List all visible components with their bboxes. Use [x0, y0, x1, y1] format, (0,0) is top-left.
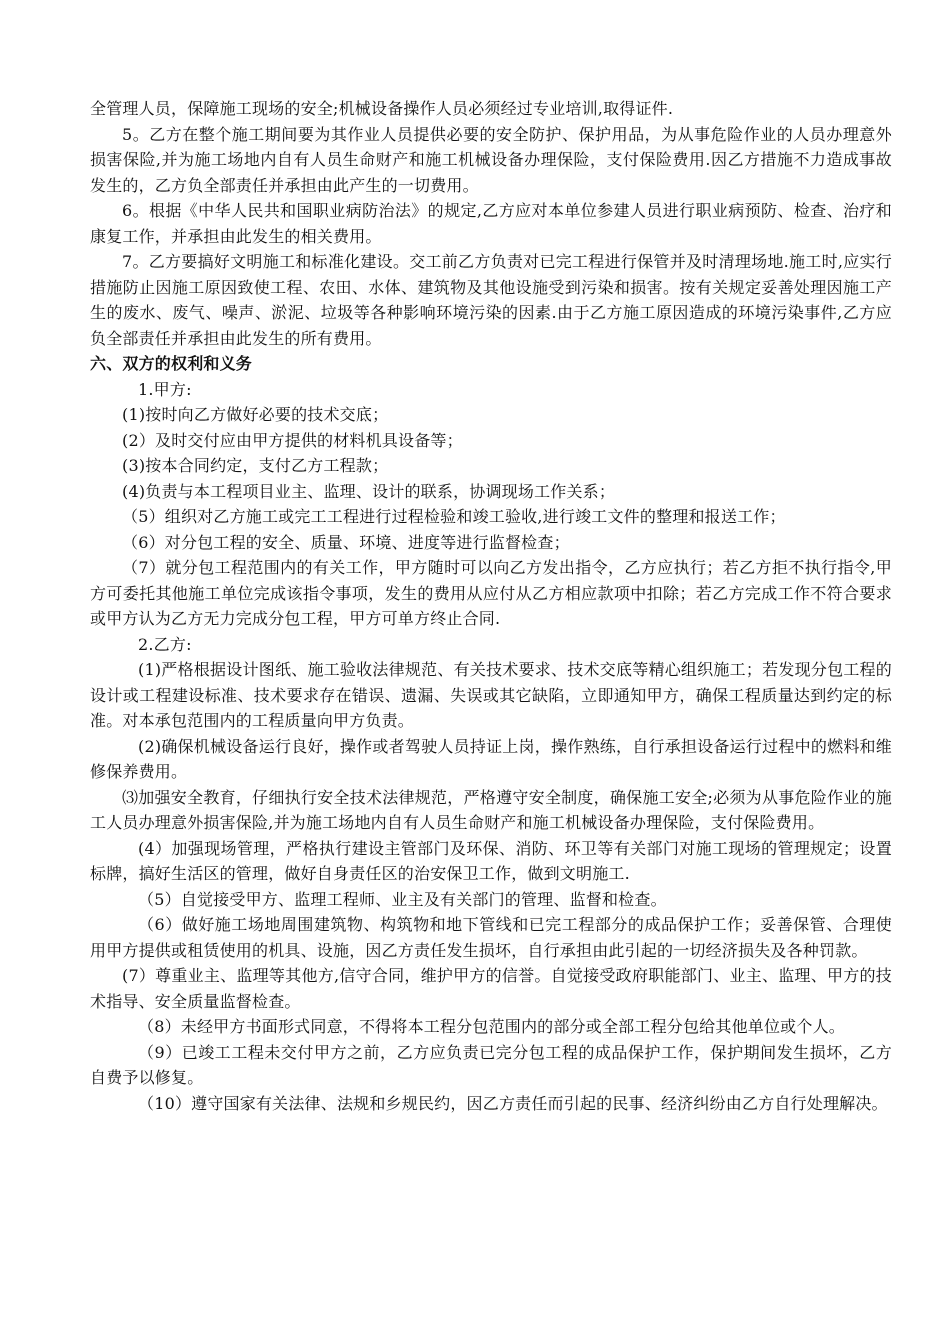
party-a-item-5: （5）组织对乙方施工或完工工程进行过程检验和竣工验收,进行竣工文件的整理和报送工作； [122, 507, 786, 526]
party-b-item-10: （10）遵守国家有关法律、法规和乡规民约，因乙方责任而引起的民事、经济纠纷由乙方自行处理解决。 [138, 1093, 888, 1113]
subsection-party-b: 2.乙方: [138, 634, 192, 654]
party-b-item-7: (7）尊重业主、监理等其他方,信守合同，维护甲方的信誉。自觉接受政府职能部门、业主、监理、甲方的技术指导、安全质量监督检查。 [90, 966, 892, 1011]
subsection-party-a: 1.甲方: [138, 379, 192, 399]
party-b-item-3: ⑶加强安全教育，仔细执行安全技术法律规范，严格遵守安全制度，确保施工安全;必须为从事危险作业的施工人员办理意外损害保险,并为施工场地内自有人员生命财产和施工机械设备办理保险，支付保险费用。 [90, 787, 892, 832]
paragraph-clause-7: 7。乙方要搞好文明施工和标准化建设。交工前乙方负责对已完工程进行保管并及时清理场地.施工时,应实行措施防止因施工原因致使工程、农田、水体、建筑物及其他设施受到污染和损害。按有关规定妥善处理因施工产生的废水、废气、噪声、淤泥、垃圾等各种影响环境污染的因素.由于乙方施工原因造成的环境污染事件,乙方应负全部责任并承担由此发生的所有费用。 [90, 252, 892, 348]
party-b-item-1: (1)严格根据设计图纸、施工验收法律规范、有关技术要求、技术交底等精心组织施工；若发现分包工程的设计或工程建设标准、技术要求存在错误、遗漏、失误或其它缺陷，立即通知甲方，确保工程质量达到约定的标准。对本承包范围内的工程质量向甲方负责。 [90, 660, 892, 730]
paragraph-safety-personnel: 全管理人员，保障施工现场的安全;机械设备操作人员必须经过专业培训,取得证件. [90, 99, 674, 118]
section-heading-rights-obligations: 六、双方的权利和义务 [90, 354, 253, 373]
party-a-item-2: (2）及时交付应由甲方提供的材料机具设备等； [122, 430, 463, 450]
paragraph-clause-5: 5。乙方在整个施工期间要为其作业人员提供必要的安全防护、保护用品，为从事危险作业的人员办理意外损害保险,并为施工场地内自有人员生命财产和施工机械设备办理保险，支付保险费用.因乙方措施不力造成事故发生的，乙方负全部责任并承担由此产生的一切费用。 [90, 124, 892, 195]
party-b-item-5: （5）自觉接受甲方、监理工程师、业主及有关部门的管理、监督和检查。 [138, 889, 667, 909]
document-body [90, 96, 892, 1116]
paragraph-clause-6: 6。根据《中华人民共和国职业病防治法》的规定,乙方应对本单位参建人员进行职业病预防、检查、治疗和康复工作，并承担由此发生的相关费用。 [90, 201, 892, 246]
party-b-item-2: (2)确保机械设备运行良好，操作或者驾驶人员持证上岗，操作熟练，自行承担设备运行过程中的燃料和维修保养费用。 [90, 736, 892, 781]
party-b-item-6: （6）做好施工场地周围建筑物、构筑物和地下管线和已完工程部分的成品保护工作；妥善保管、合理使用甲方提供或租赁使用的机具、设施，因乙方责任发生损坏，自行承担由此引起的一切经济损失及各种罚款。 [90, 915, 892, 960]
party-a-item-7: （7）就分包工程范围内的有关工作，甲方随时可以向乙方发出指令，乙方应执行；若乙方拒不执行指令,甲方可委托其他施工单位完成该指令事项，发生的费用从应付从乙方相应款项中扣除；若乙方完成工作不符合要求或甲方认为乙方无力完成分包工程，甲方可单方终止合同. [90, 558, 892, 628]
party-a-item-3: (3)按本合同约定，支付乙方工程款； [122, 456, 389, 475]
party-b-item-8: （8）未经甲方书面形式同意，不得将本工程分包范围内的部分或全部工程分包给其他单位或个人。 [138, 1017, 845, 1036]
party-b-item-4: (4）加强现场管理，严格执行建设主管部门及环保、消防、环卫等有关部门对施工现场的管理规定；设置标牌，搞好生活区的管理，做好自身责任区的治安保卫工作，做到文明施工. [90, 838, 892, 883]
party-a-item-6: （6）对分包工程的安全、质量、环境、进度等进行监督检查； [122, 532, 570, 552]
party-a-item-1: (1)按时向乙方做好必要的技术交底； [122, 405, 389, 424]
party-a-item-4: (4)负责与本工程项目业主、监理、设计的联系，协调现场工作关系； [122, 481, 616, 501]
party-b-item-9: （9）已竣工工程未交付甲方之前，乙方应负责已完分包工程的成品保护工作，保护期间发生损坏，乙方自费予以修复。 [90, 1042, 892, 1087]
